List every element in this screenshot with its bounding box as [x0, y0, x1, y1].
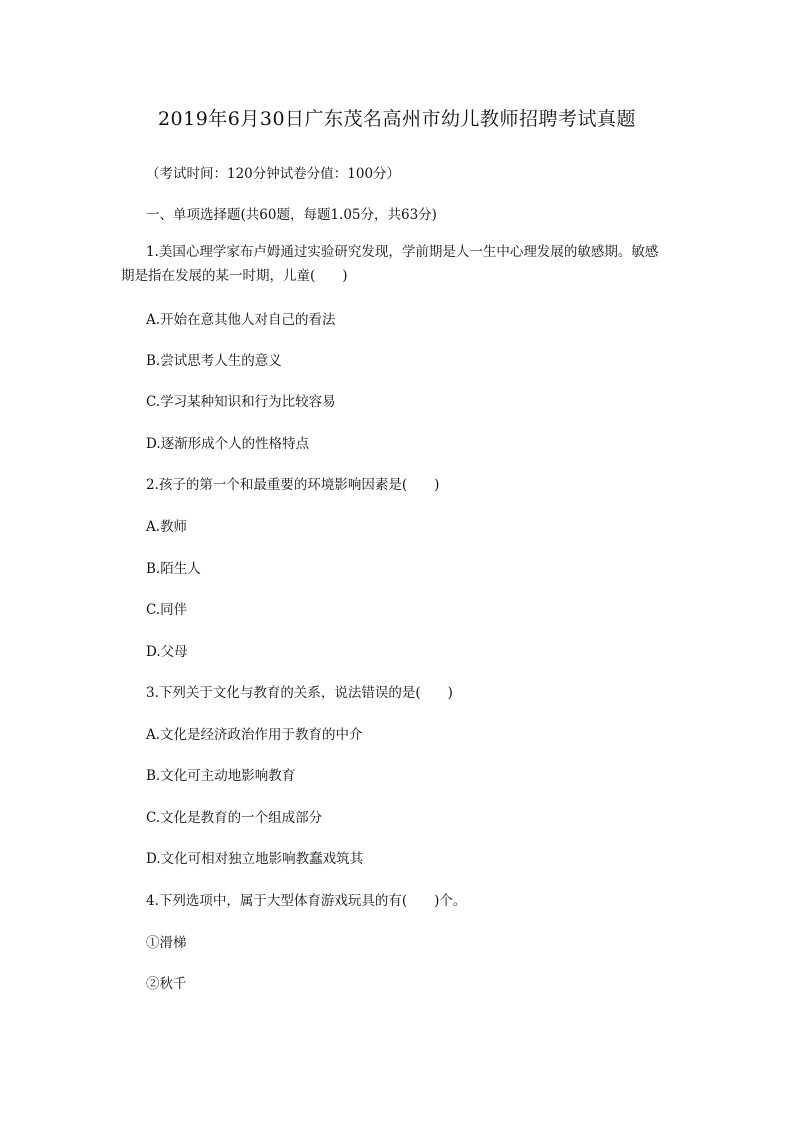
question-4-item-1: ①滑梯 — [146, 935, 187, 951]
question-1-option-d: D.逐渐形成个人的性格特点 — [146, 436, 310, 452]
question-2-stem: 2.孩子的第一个和最重要的环境影响因素是( ) — [146, 477, 440, 493]
question-2-option-c: C.同伴 — [146, 602, 188, 618]
question-1-option-a: A.开始在意其他人对自己的看法 — [146, 312, 336, 328]
question-4-stem: 4.下列选项中，属于大型体育游戏玩具的有( )个。 — [146, 893, 467, 909]
exam-info: （考试时间：120分钟试卷分值：100分） — [146, 166, 401, 182]
question-2-option-a: A.教师 — [146, 519, 188, 535]
question-2-option-d: D.父母 — [146, 644, 188, 660]
question-4-item-2: ②秋千 — [146, 976, 187, 992]
question-1-option-c: C.学习某种知识和行为比较容易 — [146, 394, 336, 410]
section-heading: 一、单项选择题(共60题，每题1.05分，共63分) — [146, 207, 437, 223]
question-3-option-a: A.文化是经济政治作用于教育的中介 — [146, 727, 363, 743]
question-3-option-d: D.文化可相对独立地影响教蠢戏筑其 — [146, 851, 364, 867]
question-3-stem: 3.下列关于文化与教育的关系，说法错误的是( ) — [146, 685, 453, 701]
question-1-option-b: B.尝试思考人生的意义 — [146, 353, 282, 369]
document-title: 2019年6月30日广东茂名高州市幼儿教师招聘考试真题 — [157, 108, 637, 130]
question-3-option-b: B.文化可主动地影响教育 — [146, 768, 296, 784]
question-2-option-b: B.陌生人 — [146, 561, 201, 577]
question-3-option-c: C.文化是教育的一个组成部分 — [146, 810, 323, 826]
question-1-stem: 1.美国心理学家布卢姆通过实验研究发现，学前期是人一生中心理发展的敏感期。敏感期是指在发展的某一时期，儿童( ) — [121, 244, 659, 284]
